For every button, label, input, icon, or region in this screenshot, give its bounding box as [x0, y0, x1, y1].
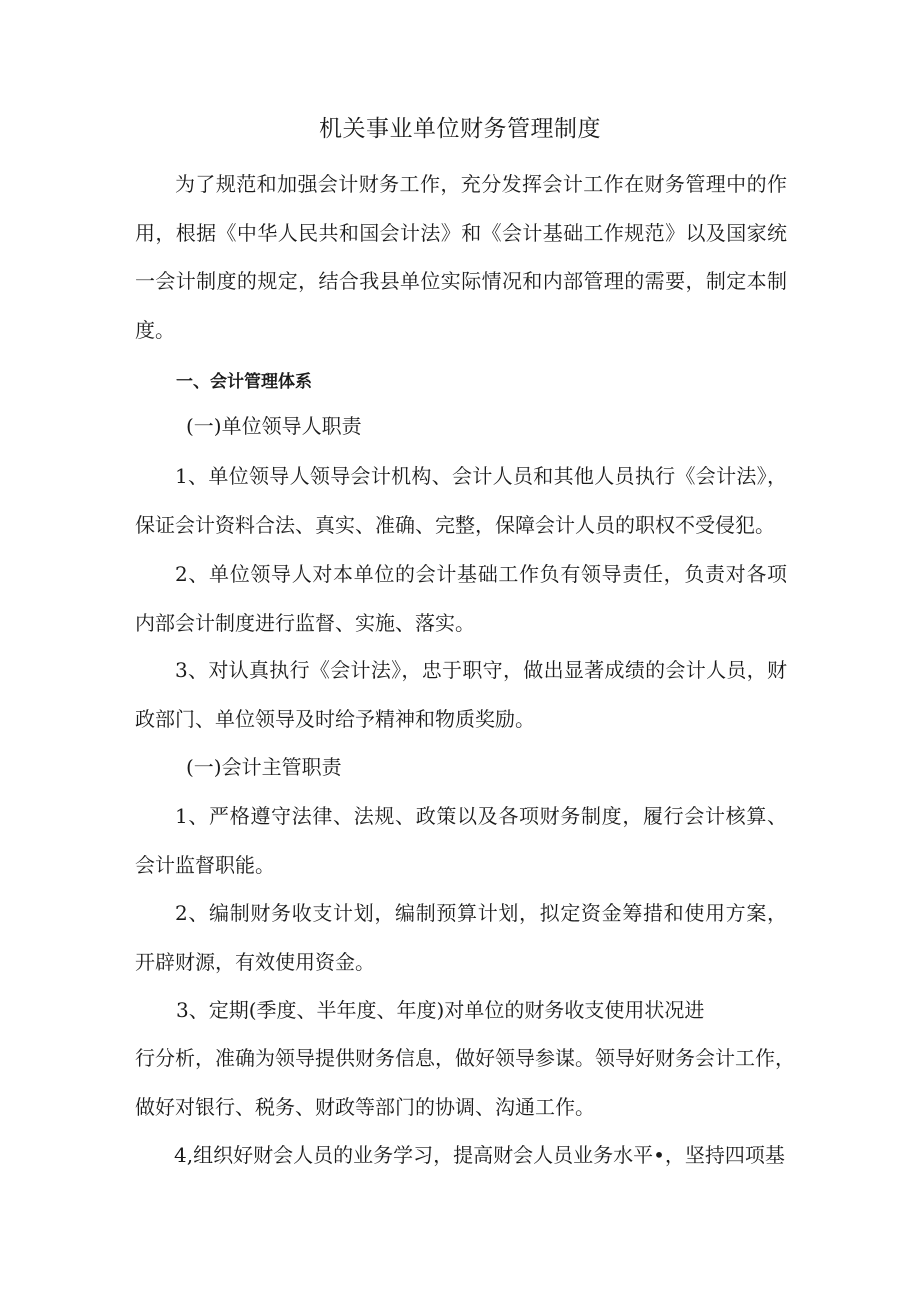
supervisor-duty-item-1: 1、严格遵守法律、法规、政策以及各项财务制度，履行会计核算、会计监督职能。 [135, 804, 787, 877]
document-title: 机关事业单位财务管理制度 [319, 116, 601, 142]
supervisor-duty-item-3-line-3: 做好对银行、税务、财政等部门的协调、沟通工作。 [135, 1095, 595, 1119]
supervisor-duty-item-3-line-1: 3、定期(季度、半年度、年度)对单位的财务收支使用状况进 [176, 998, 705, 1022]
leader-duty-item-1: 1、单位领导人领导会计机构、会计人员和其他人员执行《会计法》，保证会计资料合法、真实、准确、完整，保障会计人员的职权不受侵犯。 [135, 464, 787, 537]
leader-duty-item-3: 3、对认真执行《会计法》，忠于职守，做出显著成绩的会计人员，财政部门、单位领导及时给予精神和物质奖励。 [135, 658, 787, 731]
leader-duty-item-2: 2、单位领导人对本单位的会计基础工作负有领导责任，负责对各项内部会计制度进行监督、实施、落实。 [135, 562, 787, 635]
supervisor-duty-item-4-line-1: 4,组织好财会人员的业务学习，提高财会人员业务水平•，坚持四项基 [174, 1143, 785, 1167]
subsection-heading-leader-duties: (一)单位领导人职责 [186, 414, 362, 438]
supervisor-duty-item-2: 2、编制财务收支计划，编制预算计划，拟定资金筹措和使用方案，开辟财源，有效使用资金。 [135, 901, 787, 974]
subsection-heading-supervisor-duties: (一)会计主管职责 [186, 755, 342, 779]
intro-paragraph: 为了规范和加强会计财务工作，充分发挥会计工作在财务管理中的作用，根据《中华人民共和国会计法》和《会计基础工作规范》以及国家统一会计制度的规定，结合我县单位实际情况和内部管理的需要，制定本制度。 [135, 172, 787, 342]
section-heading-accounting-system: 一、会计管理体系 [176, 372, 312, 392]
supervisor-duty-item-3-line-2: 行分析，准确为领导提供财务信息，做好领导参谋。领导好财务会计工作， [135, 1046, 795, 1070]
